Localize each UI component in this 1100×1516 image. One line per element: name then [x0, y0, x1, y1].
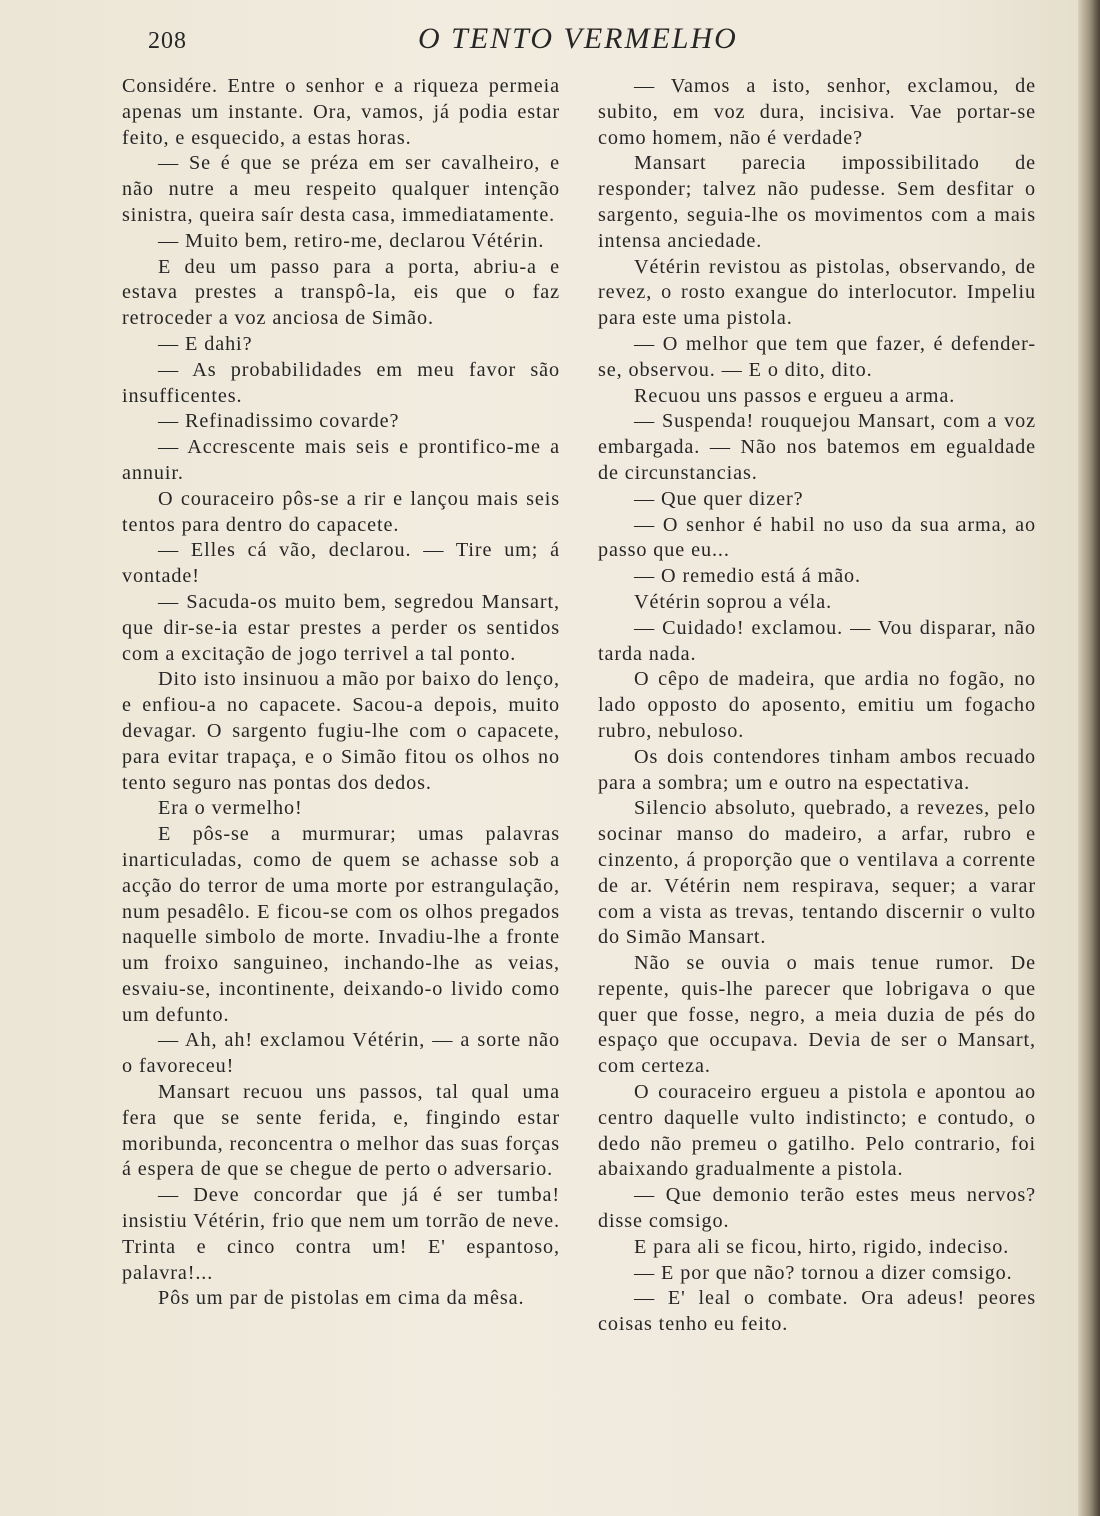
paragraph: Recuou uns passos e ergueu a arma.: [634, 384, 956, 407]
book-spine-shadow: [1078, 0, 1100, 1516]
paragraph: — E' leal o combate. Ora adeus! peores coisas tenho eu feito.: [598, 1287, 1036, 1336]
paragraph: E deu um passo para a porta, abriu-a e estava prestes a transpô-la, eis que o faz retroceder a voz anciosa de Simão.: [122, 255, 560, 330]
paragraph: Mansart recuou uns passos, tal qual uma fera que se sente ferida, e, fingindo estar moribunda, reconcentra o melhor das suas forças á espera de que se chegue de perto o adversario.: [122, 1081, 560, 1181]
paragraph: — Elles cá vão, declarou. — Tire um; á vontade!: [122, 539, 560, 588]
paragraph: O cêpo de madeira, que ardia no fogão, no lado opposto do aposento, emitiu um fogacho rubro, nebuloso.: [598, 668, 1036, 742]
paragraph: — Muito bem, retiro-me, declarou Vétérin.: [158, 229, 545, 252]
paragraph: — Que demonio terão estes meus nervos? disse comsigo.: [598, 1184, 1036, 1233]
paragraph: — Ah, ah! exclamou Vétérin, — a sorte não o favoreceu!: [122, 1029, 560, 1078]
paragraph: — Cuidado! exclamou. — Vou disparar, não tarda nada.: [598, 616, 1036, 665]
paragraph: Não se ouvia o mais tenue rumor. De repente, quis-lhe parecer que lobrigava o que quer que fosse, negro, a meia duzia de pés do espaço que occupava. Devia de ser o Mansart, com certeza.: [598, 952, 1036, 1078]
paragraph: Considére. Entre o senhor e a riqueza permeia apenas um instante. Ora, vamos, já podia estar feito, e esquecido, a estas horas.: [122, 75, 560, 149]
paragraph: E pôs-se a murmurar; umas palavras inarticuladas, como de quem se achasse sob a acção do terror de uma morte por estrangulação, num pesadêlo. E ficou-se com os olhos pregados naquelle simbolo de morte. Invadiu-lhe a fronte um froixo sanguineo, inchando-lhe as veias, esvaiu-se, incontinente, deixando-o livido como um defunto.: [122, 823, 560, 1026]
paragraph: — Sacuda-os muito bem, segredou Mansart, que dir-se-ia estar prestes a perder os sentidos com a excitação de jogo terrivel a tal ponto.: [122, 590, 560, 665]
paragraph: O couraceiro ergueu a pistola e apontou ao centro daquelle vulto indistincto; e contudo, o dedo não premeu o gatilho. Pelo contrario, foi abaixando gradualmente a pistola.: [598, 1081, 1036, 1181]
paragraph: E para ali se ficou, hirto, rigido, indeciso.: [634, 1235, 1010, 1258]
paragraph: Vétérin revistou as pistolas, observando, de revez, o rosto exangue do interlocutor. Impeliu para este uma pistola.: [598, 255, 1036, 330]
paragraph: Silencio absoluto, quebrado, a revezes, pelo socinar manso do madeiro, a arfar, rubro e cinzento, á proporção que o ventilava a corrente de ar. Vétérin nem respirava, sequer; a varar com a vista as trevas, tentando discernir o vulto do Simão Mansart.: [598, 797, 1036, 949]
paragraph: — Accrescente mais seis e prontifico-me a annuir.: [122, 436, 560, 484]
paragraph: Mansart parecia impossibilitado de responder; talvez não pudesse. Sem desfitar o sargento, seguia-lhe os movimentos com a mais intensa anciedade.: [598, 152, 1036, 252]
paragraph: — O senhor é habil no uso da sua arma, ao passo que eu...: [598, 513, 1036, 562]
paragraph: — E por que não? tornou a dizer comsigo.: [634, 1261, 1013, 1284]
right-column: [598, 74, 1036, 1338]
left-column: [122, 74, 560, 1312]
paragraph: Vétérin soprou a véla.: [634, 590, 833, 613]
paragraph: O couraceiro pôs-se a rir e lançou mais seis tentos para dentro do capacete.: [122, 487, 560, 536]
paragraph: Pôs um par de pistolas em cima da mêsa.: [158, 1287, 525, 1310]
paragraph: — Se é que se préza em ser cavalheiro, e não nutre a meu respeito qualquer intenção sinistra, queira saír desta casa, immediatamente.: [122, 152, 560, 226]
paragraph: — Deve concordar que já é ser tumba! insistiu Vétérin, frio que nem um torrão de neve. Trinta e cinco contra um! E' espantoso, palavra!...: [122, 1184, 560, 1284]
running-title: O TENTO VERMELHO: [418, 22, 738, 55]
paragraph: Era o vermelho!: [158, 797, 303, 820]
paragraph: — Refinadissimo covarde?: [158, 410, 400, 433]
paragraph: Dito isto insinuou a mão por baixo do lenço, e enfiou-a no capacete. Sacou-a depois, muito devagar. O sargento fugiu-lhe com o capacete, para evitar trapaça, e o Simão fitou os olhos no tento seguro nas pontas dos dedos.: [122, 668, 560, 794]
page-number: 208: [148, 28, 187, 54]
paragraph: — E dahi?: [158, 332, 253, 355]
paragraph: — Que quer dizer?: [634, 487, 804, 510]
paragraph: — O remedio está á mão.: [634, 565, 861, 588]
paragraph: Os dois contendores tinham ambos recuado para a sombra; um e outro na espectativa.: [598, 745, 1036, 794]
paragraph: — O melhor que tem que fazer, é defender-se, observou. — E o dito, dito.: [598, 332, 1036, 381]
paragraph: — As probabilidades em meu favor são insufficentes.: [122, 358, 560, 407]
paragraph: — Suspenda! rouquejou Mansart, com a voz embargada. — Não nos batemos em egualdade de circunstancias.: [598, 410, 1036, 484]
paragraph: — Vamos a isto, senhor, exclamou, de subito, em voz dura, incisiva. Vae portar-se como homem, não é verdade?: [598, 75, 1036, 149]
page-header: [0, 20, 1100, 70]
